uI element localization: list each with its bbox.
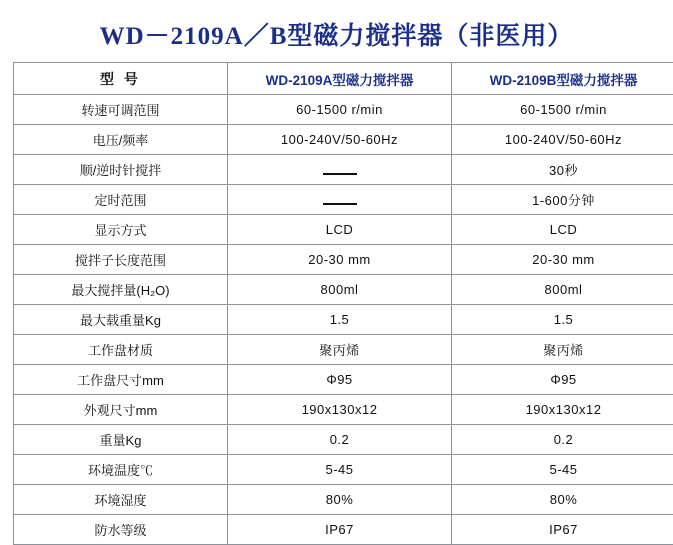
not-applicable-dash	[323, 196, 357, 205]
spec-value-text: LCD	[326, 222, 354, 237]
spec-value-cell-b	[452, 515, 673, 545]
not-applicable-dash	[323, 166, 357, 175]
table-row	[14, 335, 673, 365]
spec-table-container	[0, 62, 673, 545]
table-row	[14, 245, 673, 275]
spec-value-cell-b	[452, 215, 673, 245]
spec-value-cell-a	[228, 485, 452, 515]
spec-label-cell: 电压/频率	[14, 125, 228, 155]
page-title: WD－2109A／B型磁力搅拌器（非医用）	[0, 0, 673, 62]
table-row	[14, 125, 673, 155]
spec-value-text: 20-30 mm	[308, 252, 371, 267]
table-row	[14, 485, 673, 515]
spec-value-text: IP67	[549, 522, 578, 537]
spec-label-cell: 转速可调范围	[14, 95, 228, 125]
spec-label-cell: 最大载重量Kg	[14, 305, 228, 335]
spec-value-text: 100-240V/50-60Hz	[281, 132, 398, 147]
spec-value-text: 1.5	[330, 312, 350, 327]
spec-label-cell: 最大搅拌量(H₂O)	[14, 275, 228, 305]
table-header-row	[14, 63, 673, 95]
spec-value-cell-a	[228, 515, 452, 545]
spec-value-text: 100-240V/50-60Hz	[505, 132, 622, 147]
spec-value-cell-b	[452, 95, 673, 125]
table-row	[14, 185, 673, 215]
spec-value-cell-a	[228, 395, 452, 425]
spec-label-cell: 外观尺寸mm	[14, 395, 228, 425]
spec-value-cell-b	[452, 185, 673, 215]
table-row	[14, 95, 673, 125]
table-row	[14, 365, 673, 395]
spec-value-cell-a	[228, 425, 452, 455]
spec-label-cell: 定时范围	[14, 185, 228, 215]
spec-value-text: 60-1500 r/min	[520, 102, 607, 117]
spec-value-text: 190x130x12	[302, 402, 378, 417]
spec-value-text: 20-30 mm	[532, 252, 595, 267]
spec-value-text: 1.5	[554, 312, 574, 327]
spec-value-text: 5-45	[549, 462, 577, 477]
table-row	[14, 275, 673, 305]
spec-label-cell: 工作盘材质	[14, 335, 228, 365]
spec-label-cell: 工作盘尺寸mm	[14, 365, 228, 395]
spec-value-text: 190x130x12	[526, 402, 602, 417]
table-row	[14, 425, 673, 455]
spec-label-cell: 环境湿度	[14, 485, 228, 515]
spec-value-cell-b	[452, 455, 673, 485]
table-row	[14, 515, 673, 545]
table-row	[14, 455, 673, 485]
spec-value-cell-b	[452, 485, 673, 515]
spec-value-text: IP67	[325, 522, 354, 537]
spec-value-cell-b	[452, 125, 673, 155]
spec-value-cell-b	[452, 395, 673, 425]
spec-value-cell-a	[228, 125, 452, 155]
spec-value-text: LCD	[550, 222, 578, 237]
spec-value-cell-a	[228, 365, 452, 395]
spec-value-cell-a	[228, 275, 452, 305]
table-row	[14, 155, 673, 185]
spec-value-cell-b	[452, 275, 673, 305]
spec-label-cell: 搅拌子长度范围	[14, 245, 228, 275]
spec-label-cell: 环境温度℃	[14, 455, 228, 485]
spec-value-cell-a	[228, 335, 452, 365]
spec-value-text: 0.2	[554, 432, 574, 447]
header-model-b: WD-2109B型磁力搅拌器	[452, 63, 673, 95]
spec-value-cell-a	[228, 455, 452, 485]
spec-value-text: 30秒	[549, 163, 578, 178]
spec-value-text: Φ95	[326, 372, 352, 387]
table-row	[14, 305, 673, 335]
spec-label-cell: 顺/逆时针搅拌	[14, 155, 228, 185]
spec-value-cell-b	[452, 365, 673, 395]
spec-value-cell-b	[452, 155, 673, 185]
spec-value-text: 聚丙烯	[543, 343, 584, 358]
spec-value-cell-b	[452, 425, 673, 455]
spec-label-cell: 显示方式	[14, 215, 228, 245]
spec-table-body	[14, 63, 673, 545]
spec-value-cell-a	[228, 215, 452, 245]
spec-value-text: 800ml	[545, 282, 583, 297]
table-row	[14, 215, 673, 245]
spec-value-cell-a	[228, 95, 452, 125]
spec-value-text: 聚丙烯	[319, 343, 360, 358]
spec-value-cell-a	[228, 245, 452, 275]
spec-value-cell-b	[452, 305, 673, 335]
specification-table	[13, 62, 673, 545]
header-model-a: WD-2109A型磁力搅拌器	[228, 63, 452, 95]
spec-value-cell-a	[228, 155, 452, 185]
spec-value-text: 0.2	[330, 432, 350, 447]
spec-value-text: 5-45	[325, 462, 353, 477]
spec-label-cell: 防水等级	[14, 515, 228, 545]
spec-value-text: 800ml	[321, 282, 359, 297]
spec-value-text: 80%	[550, 492, 578, 507]
spec-value-text: 60-1500 r/min	[296, 102, 383, 117]
table-row	[14, 395, 673, 425]
spec-value-cell-a	[228, 305, 452, 335]
spec-value-cell-a	[228, 185, 452, 215]
spec-value-text: 80%	[326, 492, 354, 507]
spec-value-cell-b	[452, 245, 673, 275]
spec-value-text: Φ95	[550, 372, 576, 387]
header-model-label: 型 号	[14, 63, 228, 95]
spec-value-text: 1-600分钟	[532, 193, 595, 208]
spec-value-cell-b	[452, 335, 673, 365]
spec-label-cell: 重量Kg	[14, 425, 228, 455]
